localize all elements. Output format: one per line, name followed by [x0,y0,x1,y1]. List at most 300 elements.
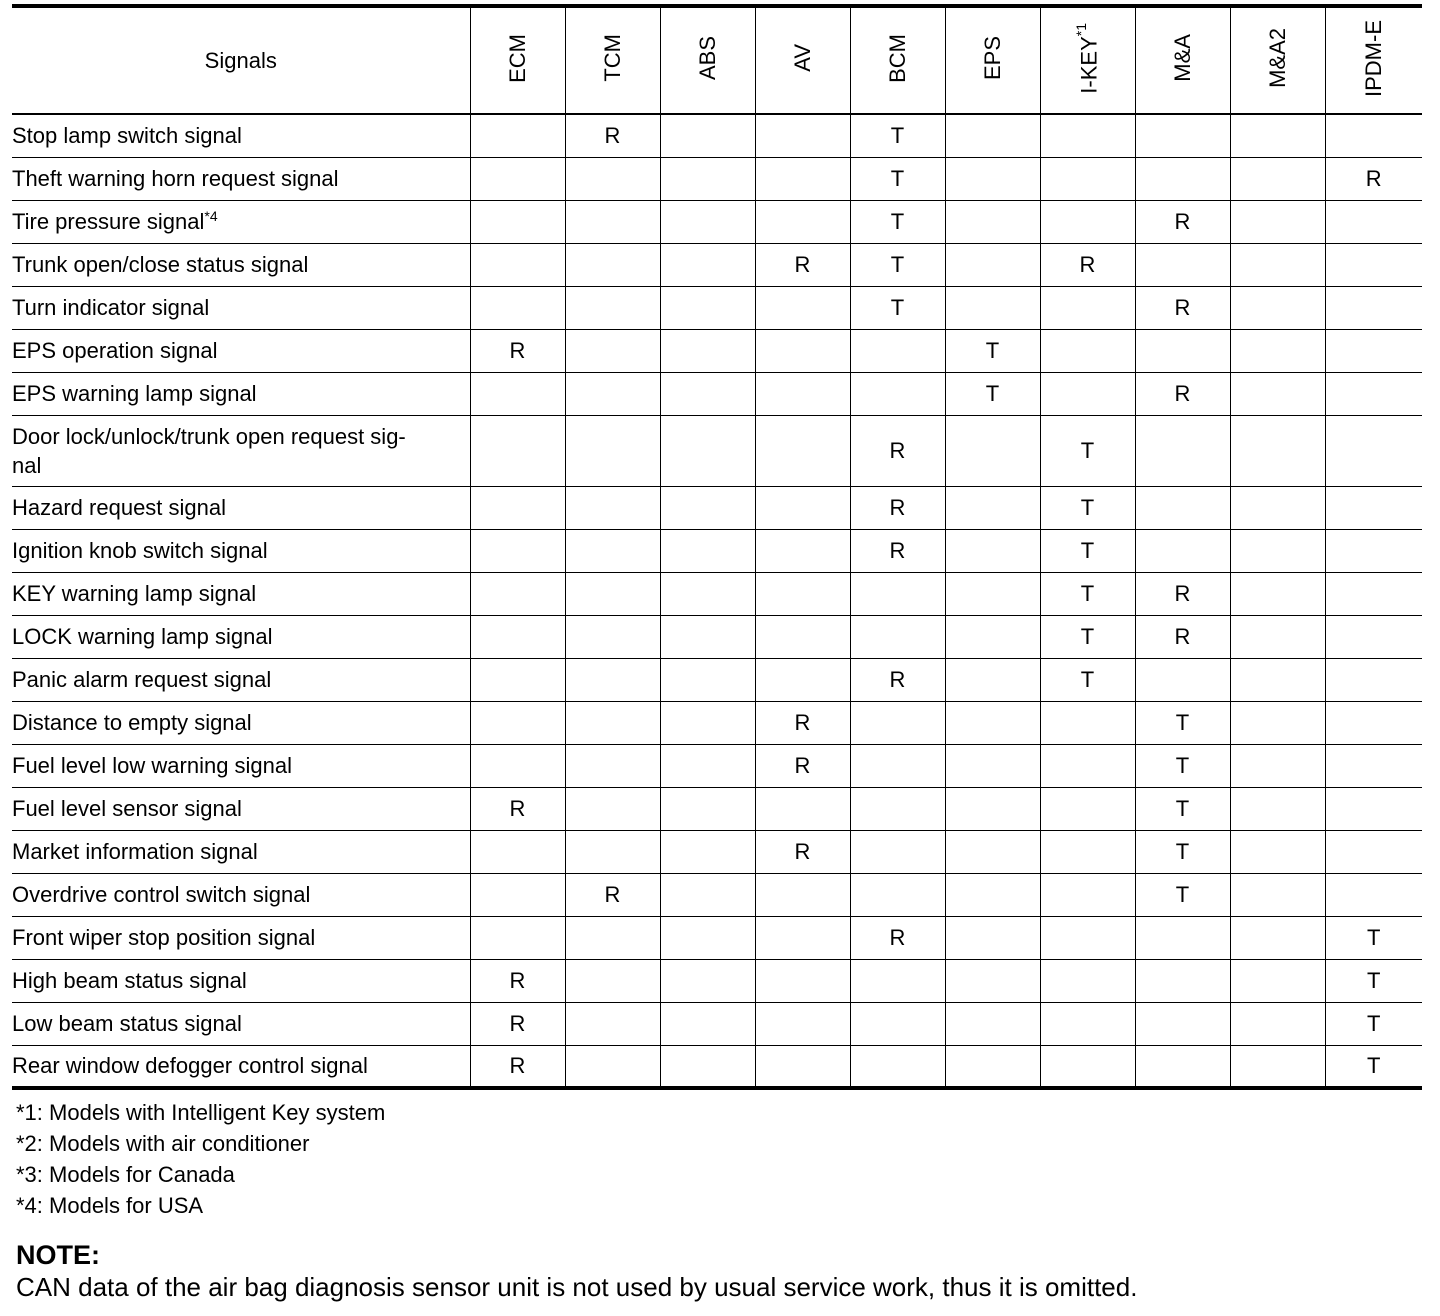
table-row [12,572,1422,615]
signal-value-cell: R [1040,243,1135,286]
signal-value-cell [660,615,755,658]
signal-name: EPS operation signal [12,338,218,363]
signal-value-cell [1325,658,1422,701]
signal-value-cell [945,615,1040,658]
signal-value-cell: R [755,701,850,744]
signal-value-cell [470,114,565,157]
signal-value-cell [1135,415,1230,486]
signal-value-cell [1230,959,1325,1002]
signal-value-cell [1325,286,1422,329]
signal-value-cell [660,572,755,615]
table-row [12,329,1422,372]
signal-value-cell: T [1135,873,1230,916]
signal-value-cell [945,486,1040,529]
signal-value-cell: T [1325,1045,1422,1088]
signal-value-cell [470,658,565,701]
signal-name: High beam status signal [12,968,247,993]
signal-name-line: Door lock/unlock/trunk open request sig- [12,423,406,449]
signal-value-cell [470,372,565,415]
signal-value-cell [565,415,660,486]
table-row [12,744,1422,787]
signal-value-cell [1135,959,1230,1002]
signal-name: EPS warning lamp signal [12,381,257,406]
signal-value-cell [565,1045,660,1088]
signal-value-cell [660,329,755,372]
signal-name-cell [12,200,470,243]
signal-value-cell: R [755,744,850,787]
signal-value-cell [1040,200,1135,243]
signal-name-cell [12,1002,470,1045]
signal-value-cell [945,916,1040,959]
column-header-m-a [1135,6,1230,114]
signal-value-cell [1230,1002,1325,1045]
table-row [12,529,1422,572]
signal-value-cell [945,529,1040,572]
column-header-footnote-ref: *1 [1073,22,1090,36]
signal-value-cell [850,959,945,1002]
signal-value-cell [470,486,565,529]
signal-name-cell [12,873,470,916]
signal-value-cell: T [850,243,945,286]
signal-value-cell: R [850,658,945,701]
signal-value-cell [1230,329,1325,372]
signal-value-cell [945,830,1040,873]
signal-value-cell: T [1135,830,1230,873]
signal-value-cell [945,415,1040,486]
signal-value-cell: T [1040,572,1135,615]
signal-name: Market information signal [12,839,258,864]
signal-value-cell [470,157,565,200]
table-row [12,787,1422,830]
signal-value-cell [470,572,565,615]
signal-value-cell [470,286,565,329]
signal-value-cell [945,658,1040,701]
signal-value-cell [1040,1002,1135,1045]
signal-value-cell [755,572,850,615]
signal-name: Trunk open/close status signal [12,252,309,277]
signal-value-cell [565,744,660,787]
signal-value-cell [660,415,755,486]
signal-value-cell [565,1002,660,1045]
signal-name-cell [12,372,470,415]
column-header-label: AV [789,44,815,72]
signal-value-cell [1325,787,1422,830]
signal-value-cell [1135,243,1230,286]
signal-name-cell [12,744,470,787]
table-row [12,658,1422,701]
signal-value-cell [1040,959,1135,1002]
signal-value-cell [470,415,565,486]
signal-name-cell [12,615,470,658]
signal-value-cell: R [1325,157,1422,200]
signal-value-cell [660,916,755,959]
signal-value-cell [1325,372,1422,415]
note-title: NOTE: [16,1240,100,1270]
column-header-label-wrap [1169,34,1195,82]
signal-value-cell: T [1135,744,1230,787]
signal-value-cell [470,529,565,572]
column-header-label: ECM [504,33,530,83]
signal-value-cell [1135,1045,1230,1088]
column-header-label-wrap [694,35,720,81]
signal-value-cell: T [1135,787,1230,830]
signal-value-cell [850,744,945,787]
signal-value-cell [1040,830,1135,873]
column-header-label-wrap [1074,23,1100,94]
signal-value-cell: R [850,486,945,529]
signal-value-cell [850,1002,945,1045]
column-header-label: I-KEY [1076,35,1102,94]
signal-value-cell [470,200,565,243]
signal-value-cell: R [470,959,565,1002]
signal-value-cell [1040,787,1135,830]
signal-name: Theft warning horn request signal [12,166,339,191]
signal-value-cell: R [1135,572,1230,615]
signal-value-cell [470,615,565,658]
signal-name-cell [12,658,470,701]
signal-value-cell [945,744,1040,787]
column-header-label-wrap [979,35,1005,81]
signal-value-cell [565,157,660,200]
signal-name: Fuel level low warning signal [12,753,293,778]
signal-value-cell [1230,243,1325,286]
table-row [12,200,1422,243]
signal-value-cell [660,114,755,157]
signal-value-cell [1325,415,1422,486]
signal-value-cell [1040,1045,1135,1088]
signal-value-cell: T [945,329,1040,372]
column-header-label: ABS [694,35,720,81]
column-header-label-wrap [789,44,815,72]
signal-value-cell [1230,701,1325,744]
signal-value-cell [565,916,660,959]
signal-value-cell [470,744,565,787]
signal-value-cell [1040,286,1135,329]
signal-footnote-ref: *4 [204,208,218,224]
column-header-label-wrap [1360,19,1386,97]
signal-value-cell: T [1040,615,1135,658]
signal-value-cell: R [755,830,850,873]
signal-value-cell [755,1045,850,1088]
signal-value-cell: T [1325,959,1422,1002]
signal-value-cell [1135,114,1230,157]
column-header-i-key [1040,6,1135,114]
signal-value-cell [1135,658,1230,701]
table-header [12,6,1422,114]
table-row [12,372,1422,415]
signal-value-cell [660,1045,755,1088]
signal-value-cell [565,787,660,830]
signal-value-cell [660,701,755,744]
column-header-ipdm-e [1325,6,1422,114]
signal-value-cell: R [850,529,945,572]
signal-value-cell: T [1040,486,1135,529]
signal-value-cell: T [850,114,945,157]
signal-value-cell: R [565,114,660,157]
signal-name: Fuel level sensor signal [12,796,242,821]
column-header-av [755,6,850,114]
signal-value-cell [1230,916,1325,959]
column-header-tcm [565,6,660,114]
signal-value-cell: R [1135,200,1230,243]
signal-value-cell: T [1325,916,1422,959]
signal-value-cell [850,873,945,916]
signal-value-cell [470,873,565,916]
signal-value-cell [1040,329,1135,372]
signal-value-cell [1230,744,1325,787]
signal-value-cell [850,572,945,615]
signal-value-cell: R [565,873,660,916]
signal-name-cell [12,572,470,615]
signal-value-cell [850,701,945,744]
column-header-label: M&A2 [1264,28,1290,88]
signal-value-cell [565,959,660,1002]
signal-value-cell [1135,529,1230,572]
footnote: *2: Models with air conditioner [16,1131,310,1156]
signal-name: Overdrive control switch signal [12,882,311,907]
column-header-label: EPS [979,35,1005,81]
signal-value-cell [850,787,945,830]
signal-value-cell [660,243,755,286]
signal-value-cell [850,1045,945,1088]
can-communication-signal-table [12,4,1422,1090]
column-header-ecm [470,6,565,114]
signal-value-cell: R [1135,615,1230,658]
signal-value-cell [1230,372,1325,415]
signal-name: LOCK warning lamp signal [12,624,273,649]
column-header-bcm [850,6,945,114]
column-header-eps [945,6,1040,114]
signal-value-cell [945,701,1040,744]
signal-value-cell [1230,830,1325,873]
signal-value-cell [660,486,755,529]
signal-value-cell: R [470,1002,565,1045]
signal-value-cell [1325,615,1422,658]
signal-value-cell [1325,701,1422,744]
signal-value-cell [1040,114,1135,157]
signal-value-cell [1040,701,1135,744]
signal-name: Hazard request signal [12,495,227,520]
signal-name-cell [12,486,470,529]
signal-value-cell [565,701,660,744]
signal-value-cell [755,1002,850,1045]
signal-value-cell [1230,200,1325,243]
column-header-label-wrap [504,33,530,83]
signal-value-cell [945,157,1040,200]
table-row [12,701,1422,744]
signal-value-cell [945,114,1040,157]
signal-value-cell [1230,286,1325,329]
signal-value-cell [470,243,565,286]
signals-column-header: Signals [12,6,470,114]
signal-value-cell: T [850,200,945,243]
signal-value-cell [1135,157,1230,200]
signal-value-cell [1325,830,1422,873]
column-header-label: BCM [884,33,910,83]
signal-value-cell [660,658,755,701]
table-row [12,157,1422,200]
signal-value-cell [1135,916,1230,959]
signal-value-cell [755,615,850,658]
signal-name: Ignition knob switch signal [12,538,268,563]
signal-name-cell [12,114,470,157]
signal-value-cell [1325,243,1422,286]
table-row [12,615,1422,658]
table-row [12,486,1422,529]
signal-value-cell [945,286,1040,329]
signal-value-cell [470,830,565,873]
signal-name-cell [12,157,470,200]
signal-name: KEY warning lamp signal [12,581,257,606]
signal-value-cell [470,701,565,744]
footnote: *1: Models with Intelligent Key system [16,1100,386,1125]
signal-value-cell: T [850,157,945,200]
footnote: *3: Models for Canada [16,1162,235,1187]
table-row [12,114,1422,157]
signal-value-cell [1230,114,1325,157]
signal-value-cell [755,157,850,200]
signal-value-cell [755,372,850,415]
signal-value-cell [1325,873,1422,916]
signal-value-cell [945,243,1040,286]
signal-value-cell [660,372,755,415]
table-row [12,830,1422,873]
table-row [12,286,1422,329]
signal-value-cell [850,615,945,658]
table-row [12,243,1422,286]
signal-value-cell [1325,744,1422,787]
signal-name-cell [12,701,470,744]
signal-name-cell [12,415,470,486]
signal-value-cell [470,916,565,959]
signal-value-cell [1230,615,1325,658]
signal-value-cell [565,529,660,572]
signal-name: Rear window defogger control signal [12,1053,368,1079]
signal-value-cell [1230,658,1325,701]
signal-value-cell [755,658,850,701]
signal-value-cell [1325,200,1422,243]
signal-value-cell [755,114,850,157]
signal-value-cell [850,372,945,415]
signal-name-cell [12,959,470,1002]
signal-value-cell [1230,572,1325,615]
signal-name: Distance to empty signal [12,710,252,735]
signal-value-cell: T [1325,1002,1422,1045]
signal-value-cell [660,959,755,1002]
signal-value-cell [1230,529,1325,572]
signal-value-cell [660,787,755,830]
note-body: CAN data of the air bag diagnosis sensor unit is not used by usual service work, thus it is omitted. [16,1272,1138,1302]
signal-value-cell [755,415,850,486]
signal-value-cell [565,615,660,658]
signal-value-cell: R [1135,372,1230,415]
signal-value-cell [755,529,850,572]
table-row [12,415,1422,486]
signal-name: Stop lamp switch signal [12,123,242,149]
signal-value-cell [945,1045,1040,1088]
signal-name-cell [12,830,470,873]
signal-name: Panic alarm request signal [12,667,272,692]
column-header-label: TCM [599,34,625,82]
signal-name-cell [12,787,470,830]
signal-value-cell [565,329,660,372]
table-row [12,916,1422,959]
signal-value-cell [945,572,1040,615]
signal-value-cell [755,787,850,830]
signal-value-cell [755,873,850,916]
signal-value-cell [755,286,850,329]
signal-value-cell [1040,873,1135,916]
signal-value-cell [1230,486,1325,529]
signal-value-cell: T [1135,701,1230,744]
signal-name-cell [12,916,470,959]
signal-name: Turn indicator signal [12,295,210,320]
signal-value-cell [945,200,1040,243]
column-header-label-wrap [1264,28,1290,88]
signal-value-cell: T [1040,529,1135,572]
signal-value-cell [1325,114,1422,157]
signal-value-cell: R [850,415,945,486]
signal-value-cell [565,243,660,286]
signal-value-cell [1230,873,1325,916]
signal-value-cell: T [945,372,1040,415]
signal-value-cell [660,1002,755,1045]
signal-value-cell [1325,486,1422,529]
signal-value-cell [660,200,755,243]
signal-value-cell: R [755,243,850,286]
table-row [12,873,1422,916]
signal-value-cell [565,658,660,701]
signal-value-cell [565,830,660,873]
signal-name: Low beam status signal [12,1011,242,1036]
signal-value-cell [850,830,945,873]
signal-name-cell [12,286,470,329]
signal-name-cell [12,1045,470,1088]
signal-value-cell [660,529,755,572]
column-header-label-wrap [884,33,910,83]
signal-value-cell [1325,529,1422,572]
signal-value-cell [1135,329,1230,372]
signal-value-cell [660,157,755,200]
signal-name-cell [12,243,470,286]
column-header-label-wrap [599,34,625,82]
signal-value-cell [565,372,660,415]
signal-name: Front wiper stop position signal [12,925,316,950]
signal-value-cell [1135,1002,1230,1045]
signal-value-cell [945,959,1040,1002]
column-header-abs [660,6,755,114]
signal-value-cell [660,286,755,329]
footnote: *4: Models for USA [16,1193,204,1218]
signal-value-cell: R [1135,286,1230,329]
signal-value-cell [945,1002,1040,1045]
column-header-label: IPDM-E [1360,19,1386,97]
signal-value-cell [755,916,850,959]
signal-value-cell [1135,486,1230,529]
table-row [12,959,1422,1002]
table-row [12,1002,1422,1045]
footnotes [16,1097,385,1221]
header-row [12,6,1422,114]
signal-name-cell [12,329,470,372]
signal-value-cell [565,200,660,243]
signal-value-cell: R [470,1045,565,1088]
signal-value-cell [755,200,850,243]
signal-value-cell [755,329,850,372]
table-row [12,1045,1422,1088]
signal-value-cell: T [1040,415,1135,486]
signal-value-cell [755,486,850,529]
